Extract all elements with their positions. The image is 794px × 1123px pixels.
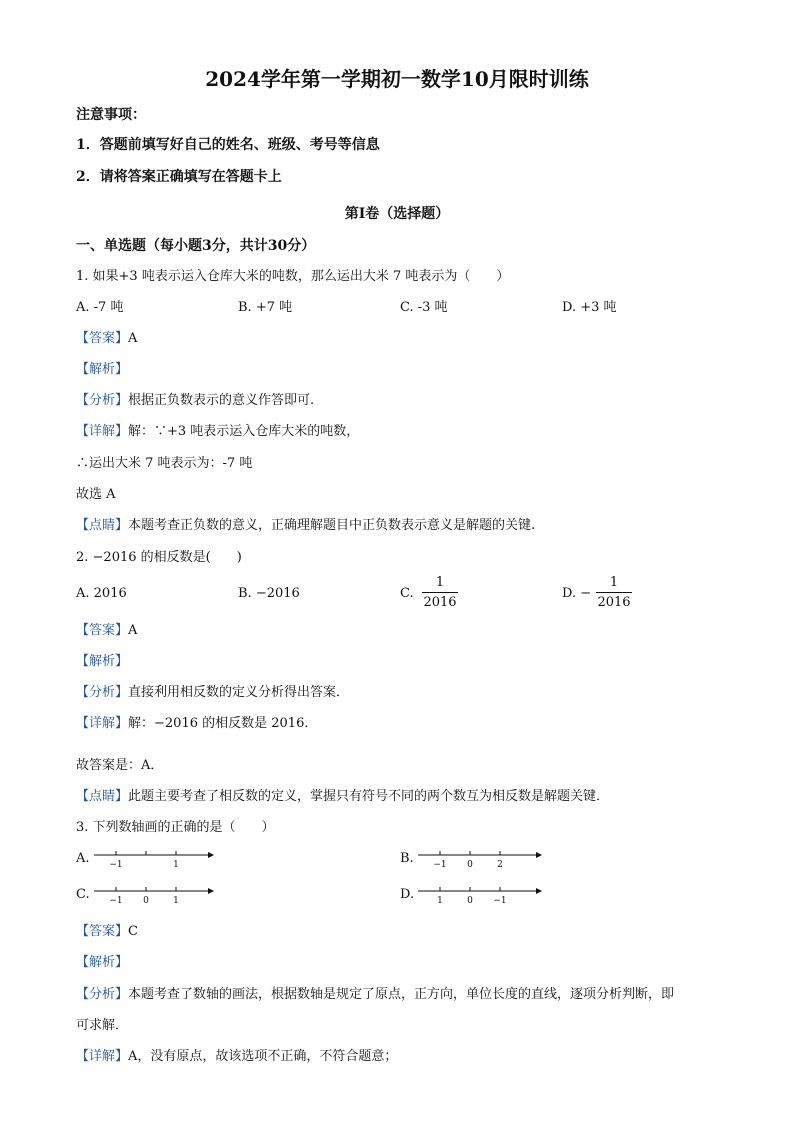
q2-analysis-tag: 【解析】 — [76, 654, 129, 669]
q3-option-d-label: D. — [400, 887, 415, 902]
q2-fenxi-text: 直接利用相反数的定义分析得出答案． — [128, 685, 350, 700]
q1-option-a: A. -7 吨 — [76, 300, 124, 315]
q3-detail — [76, 1048, 397, 1066]
tick-label: 0 — [467, 860, 473, 870]
q1-comment-text: 本题考查正负数的意义，正确理解题目中正负数表示意义是解题的关键. — [128, 518, 536, 533]
q2-option-b: B. −2016 — [238, 586, 300, 601]
fraction-bar — [596, 592, 632, 593]
q2-answer — [76, 622, 137, 640]
arrow-icon — [208, 888, 214, 894]
q2-detail — [76, 715, 317, 733]
tick-label: −1 — [493, 896, 507, 906]
tick-label: 1 — [173, 860, 179, 870]
q1-fenxi-text: 根据正负数表示的意义作答即可. — [128, 393, 315, 408]
q3-option-b-label: B. — [400, 851, 414, 866]
detail-tag: 【详解】 — [76, 424, 129, 439]
q2-option-c-fraction — [422, 574, 458, 611]
q2-line2: 故答案是：A． — [76, 758, 164, 773]
fraction-bar — [422, 592, 458, 593]
q2-option-d-label: D. − — [562, 586, 592, 601]
tick-label: 1 — [437, 896, 443, 906]
q2-detail-text: 解：−2016 的相反数是 2016． — [128, 716, 318, 731]
tick-label: −1 — [109, 860, 123, 870]
q3-fenxi-text: 本题考查了数轴的画法，根据数轴是规定了原点，正方向，单位长度的直线，逐项分析判断，即 — [128, 987, 675, 1002]
tick-label: 1 — [173, 896, 179, 906]
q2-comment — [76, 788, 609, 806]
comment-tag: 【点睛】 — [76, 789, 129, 804]
q3-fenxi-line2: 可求解． — [76, 1018, 129, 1033]
q3-stem: 3. 下列数轴画的正确的是（ ） — [76, 820, 275, 835]
q3-option-c-number-line — [94, 882, 214, 908]
q2-option-c-numerator: 1 — [435, 575, 445, 590]
arrow-icon — [208, 852, 214, 858]
q1-detail — [76, 423, 359, 441]
q2-option-d-fraction — [596, 574, 632, 611]
q1-analysis-tag: 【解析】 — [76, 362, 129, 377]
q2-answer-value: A — [128, 623, 138, 638]
q3-fenxi — [76, 986, 674, 1004]
q2-option-c-label: C. — [400, 586, 414, 601]
q1-option-c: C. -3 吨 — [400, 300, 448, 315]
q1-line3: 故选 A — [76, 487, 116, 502]
q1-comment — [76, 517, 535, 535]
q2-option-a: A. 2016 — [76, 586, 127, 601]
q2-comment-text: 此题主要考查了相反数的定义，掌握只有符号不同的两个数互为相反数是解题关键． — [128, 789, 610, 804]
q3-option-a-label: A. — [76, 851, 90, 866]
tick-label: −1 — [109, 896, 123, 906]
answer-tag: 【答案】 — [76, 623, 129, 638]
tick-label: −1 — [433, 860, 447, 870]
q1-answer — [76, 330, 137, 348]
q1-option-d: D. +3 吨 — [562, 300, 617, 315]
q3-analysis-tag: 【解析】 — [76, 955, 129, 970]
q1-fenxi — [76, 392, 314, 410]
q2-option-c-denominator: 2016 — [423, 595, 457, 610]
fenxi-tag: 【分析】 — [76, 987, 129, 1002]
tick-label: 0 — [143, 896, 149, 906]
detail-tag: 【详解】 — [76, 716, 129, 731]
q3-detail-text: A，没有原点，故该选项不正确，不符合题意； — [128, 1049, 398, 1064]
detail-tag: 【详解】 — [76, 1049, 129, 1064]
q3-answer-value: C — [128, 924, 138, 939]
q3-answer — [76, 923, 138, 941]
q1-option-b: B. +7 吨 — [238, 300, 293, 315]
answer-tag: 【答案】 — [76, 331, 129, 346]
arrow-icon — [536, 852, 542, 858]
q3-option-d-number-line — [418, 882, 542, 908]
part-title: 第I卷（选择题） — [344, 206, 450, 222]
q1-stem: 1. 如果+3 吨表示运入仓库大米的吨数，那么运出大米 7 吨表示为（ ） — [76, 269, 510, 284]
section-title: 一、单选题（每小题3分，共计30分） — [76, 238, 316, 254]
tick-label: 0 — [467, 896, 473, 906]
q2-option-d-numerator: 1 — [609, 575, 619, 590]
tick-label: 2 — [497, 860, 503, 870]
q2-fenxi — [76, 684, 349, 702]
q3-option-b-number-line — [418, 846, 542, 872]
q3-option-c-label: C. — [76, 887, 90, 902]
fenxi-tag: 【分析】 — [76, 685, 129, 700]
q3-option-a-number-line — [94, 846, 214, 872]
page-title: 2024学年第一学期初一数学10月限时训练 — [205, 67, 589, 91]
arrow-icon — [536, 888, 542, 894]
q1-answer-value: A — [128, 331, 138, 346]
q1-detail-text: 解：∵+3 吨表示运入仓库大米的吨数， — [128, 424, 360, 439]
notice-item-1: 1．答题前填写好自己的姓名、班级、考号等信息 — [76, 137, 380, 153]
q1-line2: ∴运出大米 7 吨表示为：-7 吨 — [76, 456, 253, 471]
fenxi-tag: 【分析】 — [76, 393, 129, 408]
q2-option-d-denominator: 2016 — [597, 595, 631, 610]
notice-heading: 注意事项： — [76, 107, 146, 123]
notice-item-2: 2．请将答案正确填写在答题卡上 — [76, 169, 282, 185]
answer-tag: 【答案】 — [76, 924, 129, 939]
comment-tag: 【点睛】 — [76, 518, 129, 533]
q2-stem: 2. −2016 的相反数是( ) — [76, 550, 242, 565]
